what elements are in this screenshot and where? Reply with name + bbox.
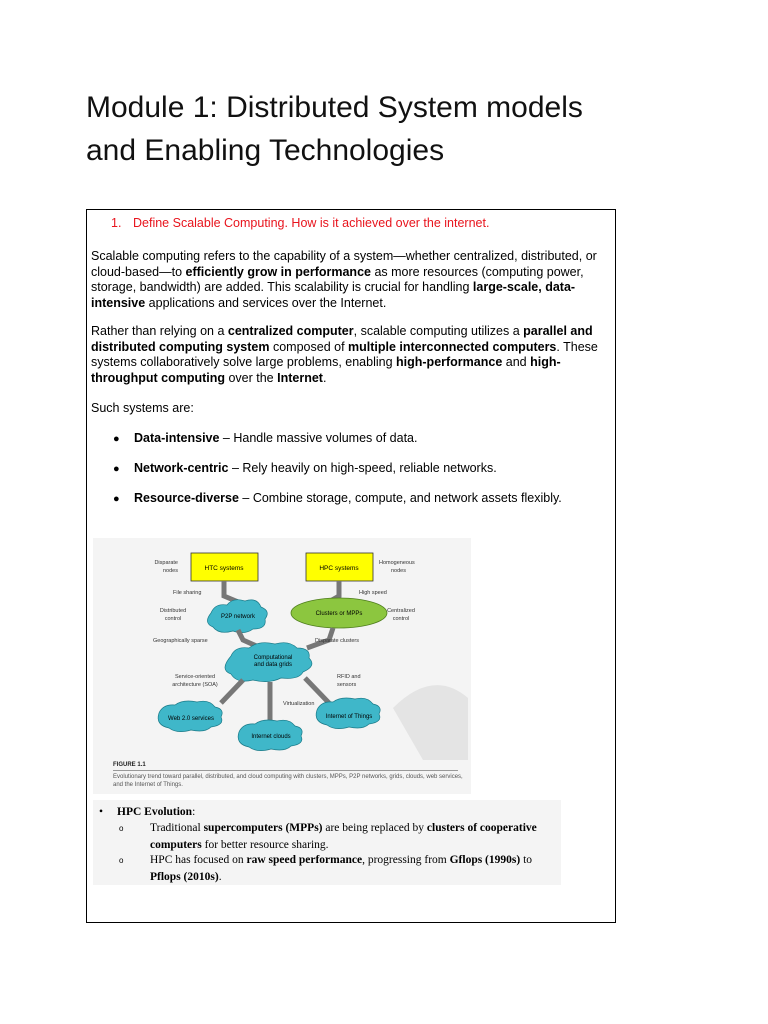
text-run: Scalable computing refers to the capability of a system—whether centralized, distributed, or cloud-based—to [91, 249, 597, 279]
text-run: to [520, 854, 533, 866]
internet-clouds-label: Internet clouds [251, 734, 291, 740]
bold-run: high-performance [396, 355, 503, 369]
distributed-control-label: control [164, 616, 182, 622]
arrow [221, 680, 243, 703]
bullet-dot: • [99, 806, 104, 818]
hpc-heading [99, 804, 195, 820]
question-number: 1. [111, 216, 122, 230]
grids-label: Computational [253, 655, 293, 661]
clusters-label: Clusters or MPPs [315, 611, 363, 617]
geographically-sparse-label: Geographically sparse [153, 638, 208, 644]
text-run: . These systems collaboratively solve large problems, enabling [91, 339, 598, 369]
soa-label: Service-oriented [174, 674, 216, 680]
bold-run: clusters of cooperative [426, 822, 537, 834]
title-line-2: and Enabling Technologies [86, 134, 445, 167]
bold-run: Network-centric [134, 461, 229, 475]
rfid-label: RFID and [337, 674, 361, 680]
grids-label: and data grids [253, 662, 293, 668]
file-sharing-label: File sharing [173, 590, 202, 596]
evolution-diagram [93, 538, 471, 760]
rfid-label: sensors [337, 682, 357, 688]
homogeneous-label: nodes [391, 568, 406, 574]
bold-run: supercomputers (MPPs) [203, 822, 323, 834]
centralized-control-label: control [392, 616, 410, 622]
list-item [113, 491, 562, 508]
figure-1-1 [93, 538, 471, 794]
bold-run: Resource-diverse [134, 491, 239, 505]
bullet-dot: ● [113, 433, 120, 445]
text-run: HPC has focused on [150, 854, 247, 866]
high-speed-label: High speed [359, 590, 387, 596]
figure-caption [113, 761, 468, 790]
bold-run: Pflops (2010s) [150, 871, 219, 883]
virtualization-label: Virtualization [283, 701, 315, 707]
bold-run: parallel and distributed computing system [91, 324, 593, 354]
disparate-nodes-label: nodes [163, 568, 178, 574]
paragraph-definition [91, 249, 611, 311]
bold-run: computers [150, 839, 202, 851]
text-run: , scalable computing utilizes a [353, 324, 524, 338]
text-run: Traditional [150, 822, 204, 834]
caption-text: Evolutionary trend toward parallel, distributed, and cloud computing with clusters, MPPs, P2P networks, grids, clouds, web services, and the Internet of Things. [113, 774, 463, 789]
list-item [113, 431, 417, 448]
hpc-label: HPC systems [319, 565, 359, 572]
paragraph-such-systems: Such systems are: [91, 401, 194, 415]
text-run: Rather than relying on a [91, 324, 228, 338]
watermark-shape [393, 685, 468, 760]
hpc-heading-text: HPC Evolution [117, 806, 193, 818]
text-run: are being replaced by [322, 822, 427, 834]
p2p-label: P2P network [221, 614, 255, 620]
centralized-control-label: Centralized [387, 608, 415, 614]
homogeneous-label: Homogeneous [379, 560, 415, 566]
sub-bullet: o [119, 856, 124, 865]
paragraph-approach [91, 324, 611, 386]
bold-run: Gflops (1990s) [449, 854, 521, 866]
text-run: , progressing from [362, 854, 450, 866]
text-run: and [502, 355, 531, 369]
page-title [86, 86, 686, 172]
arrow [305, 678, 329, 703]
bold-run: efficiently grow in performance [185, 264, 371, 279]
figure-label: FIGURE 1.1 [113, 761, 458, 771]
text-run: – Rely heavily on high-speed, reliable networks. [228, 461, 497, 475]
iot-label: Internet of Things [325, 714, 373, 720]
bullet-dot: ● [113, 463, 120, 475]
sub-bullet: o [119, 824, 124, 833]
question-text: Define Scalable Computing. How is it achieved over the internet. [133, 216, 490, 230]
text-run: : [192, 806, 196, 818]
text-run: composed of [269, 339, 349, 354]
web2-label: Web 2.0 services [168, 716, 214, 722]
bold-run: centralized computer [227, 324, 354, 338]
bold-run: raw speed performance [246, 854, 363, 866]
text-run: . [322, 370, 327, 385]
soa-label: architecture (SOA) [172, 682, 218, 688]
list-item [119, 820, 559, 853]
list-item [113, 461, 497, 478]
bullet-dot: ● [113, 493, 120, 505]
text-run: – Handle massive volumes of data. [219, 431, 418, 445]
hpc-evolution-block [93, 800, 561, 885]
bold-run: high-throughput computing [91, 355, 561, 385]
text-run: for better resource sharing. [201, 839, 329, 851]
bold-run: multiple interconnected computers [348, 339, 557, 354]
text-run: over the [225, 370, 278, 385]
bold-run: Internet [277, 370, 323, 385]
htc-label: HTC systems [204, 565, 244, 572]
question-heading [111, 216, 489, 230]
bold-run: Data-intensive [134, 431, 220, 445]
disparate-nodes-label: Disparate [154, 560, 178, 566]
list-item [119, 852, 559, 885]
disparate-clusters-label: Disparate clusters [315, 638, 360, 644]
title-line-1: Module 1: Distributed System models [86, 91, 583, 124]
bold-run: large-scale, data-intensive [91, 280, 576, 310]
distributed-control-label: Distributed [159, 608, 187, 614]
text-run: . [218, 871, 222, 883]
text-run: – Combine storage, compute, and network assets flexibly. [238, 491, 562, 505]
text-run: applications and services over the Internet. [145, 295, 387, 310]
text-run: as more resources (computing power, storage, bandwidth) are added. This scalability is crucial for handling [91, 264, 584, 294]
